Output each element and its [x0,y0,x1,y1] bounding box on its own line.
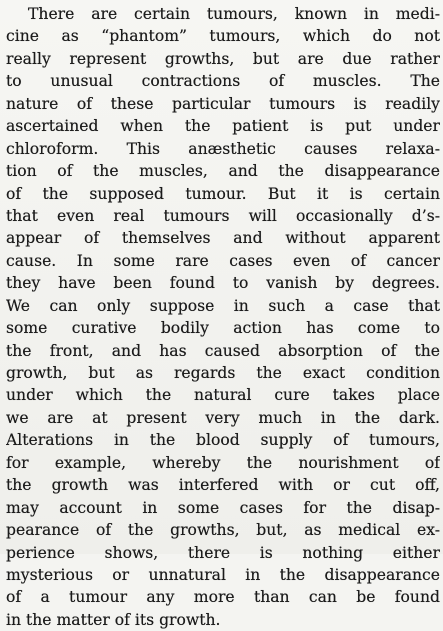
article-line: the front, and has caused absorption of the [6,341,440,360]
article-line: perience shows, there is nothing either [6,543,440,562]
article-line: cine as “phantom” tumours, which do not [6,27,440,46]
article-line: that even real tumours will occasionally d’s- [6,206,440,225]
article-line: the growth was interfered with or cut off, [6,476,440,495]
article-line: we are at present very much in the dark. [6,408,440,427]
article-line: of the supposed tumour. But it is certain [6,184,440,203]
article-line: pearance of the growths, but, as medical ex- [6,521,440,540]
article-line: Alterations in the blood supply of tumours, [6,431,440,450]
article-line: really represent growths, but are due rather [6,49,440,68]
article-line: of a tumour any more than can be found [6,588,440,607]
article-line: some curative bodily action has come to [6,319,440,338]
article-line: There are certain tumours, known in medi- [28,5,440,23]
article-line: may account in some cases for the disap- [6,498,440,517]
article-line: chloroform. This anæsthetic causes relaxa- [6,139,440,158]
article-line: nature of these particular tumours is readily [6,94,440,113]
article-line: in the matter of its growth. [6,610,221,629]
article-line: appear of themselves and without apparent [6,229,440,248]
article-line: ascertained when the patient is put under [6,117,440,136]
article-line: growth, but as regards the exact condition [6,364,440,382]
article-line: under which the natural cure takes place [6,386,440,405]
article-line: they have been found to vanish by degrees. [6,274,440,293]
article-line: tion of the muscles, and the disappearance [6,162,440,181]
article-line: mysterious or unnatural in the disappearance [6,565,440,584]
article-line: to unusual contractions of muscles. The [6,72,440,91]
article-body [6,3,440,631]
article-line: cause. In some rare cases even of cancer [6,251,440,270]
article-line: for example, whereby the nourishment of [6,453,440,472]
article-line: We can only suppose in such a case that [6,296,440,315]
